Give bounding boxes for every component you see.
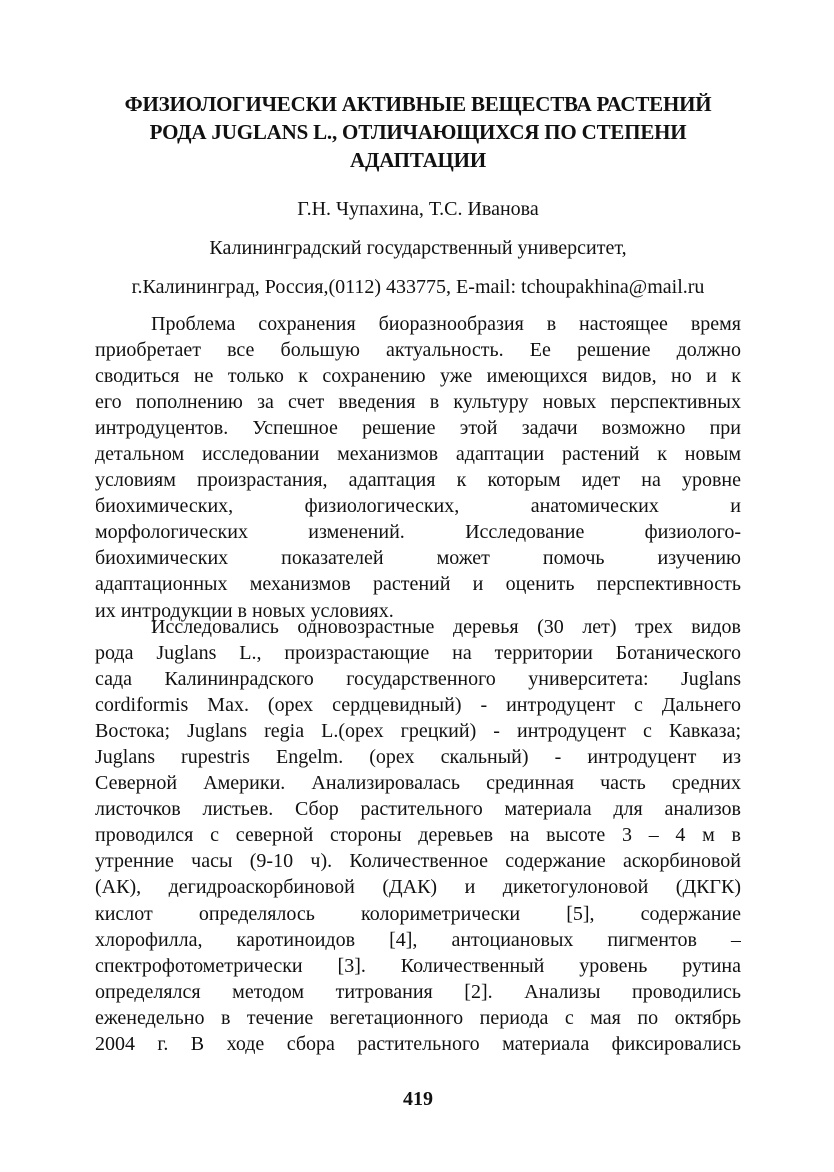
text-line: условиям произрастания, адаптация к которым идет на уровне (95, 469, 741, 492)
text-line: морфологических изменений. Исследование физиолого- (95, 521, 741, 544)
text-line: еженедельно в течение вегетационного периода с мая по октябрь (95, 1006, 741, 1029)
text-line: Исследовались одновозрастные деревья (30 лет) трех видов (151, 616, 741, 638)
paragraph-2 (95, 614, 741, 1057)
text-line: 2004 г. В ходе сбора растительного материала фиксировались (95, 1032, 741, 1055)
title-line: РОДА JUGLANS L., ОТЛИЧАЮЩИХСЯ ПО СТЕПЕНИ (149, 120, 687, 144)
text-line: кислот определялось колориметрически [5], содержание (95, 902, 741, 925)
text-line: его пополнению за счет введения в культуру новых перспективных (95, 391, 741, 414)
text-line: утренние часы (9-10 ч). Количественное содержание аскорбиновой (95, 850, 741, 873)
text-line: адаптационных механизмов растений и оценить перспективность (95, 573, 741, 596)
text-line: приобретает все большую актуальность. Ее решение должно (95, 339, 741, 362)
text-line: листочков листьев. Сбор растительного материала для анализов (95, 798, 741, 821)
text-line: Северной Америки. Анализировалась срединная часть средних (95, 772, 741, 795)
authors: Г.Н. Чупахина, Т.С. Иванова (297, 198, 539, 220)
text-line: спектрофотометрически [3]. Количественный уровень рутина (95, 954, 741, 977)
text-line: сводиться не только к сохранению уже имеющихся видов, но и к (95, 365, 741, 388)
page-number: 419 (403, 1088, 433, 1110)
text-line: определялся методом титрования [2]. Анализы проводились (95, 980, 741, 1003)
text-line: рода Juglans L., произрастающие на территории Ботанического (95, 642, 741, 665)
title-line: ФИЗИОЛОГИЧЕСКИ АКТИВНЫЕ ВЕЩЕСТВА РАСТЕНИЙ (124, 92, 712, 116)
title-line: АДАПТАЦИИ (350, 148, 486, 172)
text-line: проводился с северной стороны деревьев на высоте 3 – 4 м в (95, 824, 741, 847)
text-line: биохимических, физиологических, анатомических и (95, 495, 741, 518)
paragraph-1 (95, 311, 741, 624)
text-line: Востока; Juglans regia L.(орех грецкий) - интродуцент с Кавказа; (95, 720, 741, 743)
text-line: интродуцентов. Успешное решение этой задачи возможно при (95, 417, 741, 440)
text-line: сада Калининрадского государственного университета: Juglans (95, 668, 741, 691)
article-title (95, 90, 741, 174)
text-line: биохимических показателей может помочь изучению (95, 547, 741, 570)
text-line: хлорофилла, каротиноидов [4], антоциановых пигментов – (95, 928, 741, 951)
text-line: (АК), дегидроаскорбиновой (ДАК) и дикетогулоновой (ДКГК) (95, 876, 741, 899)
text-line: детальном исследовании механизмов адаптации растений к новым (95, 443, 741, 466)
text-line: Juglans rupestris Engelm. (орех скальный) - интродуцент из (95, 746, 741, 769)
text-line: Проблема сохранения биоразнообразия в настоящее время (151, 313, 741, 335)
contact-info: г.Калининград, Россия,(0112) 433775, E-mail: tchoupakhina@mail.ru (131, 276, 705, 298)
affiliation: Калининградский государственный университет, (209, 237, 627, 259)
text-line: их интродукции в новых условиях. (95, 599, 394, 622)
text-line: cordiformis Max. (орех сердцевидный) - интродуцент с Дальнего (95, 694, 741, 717)
